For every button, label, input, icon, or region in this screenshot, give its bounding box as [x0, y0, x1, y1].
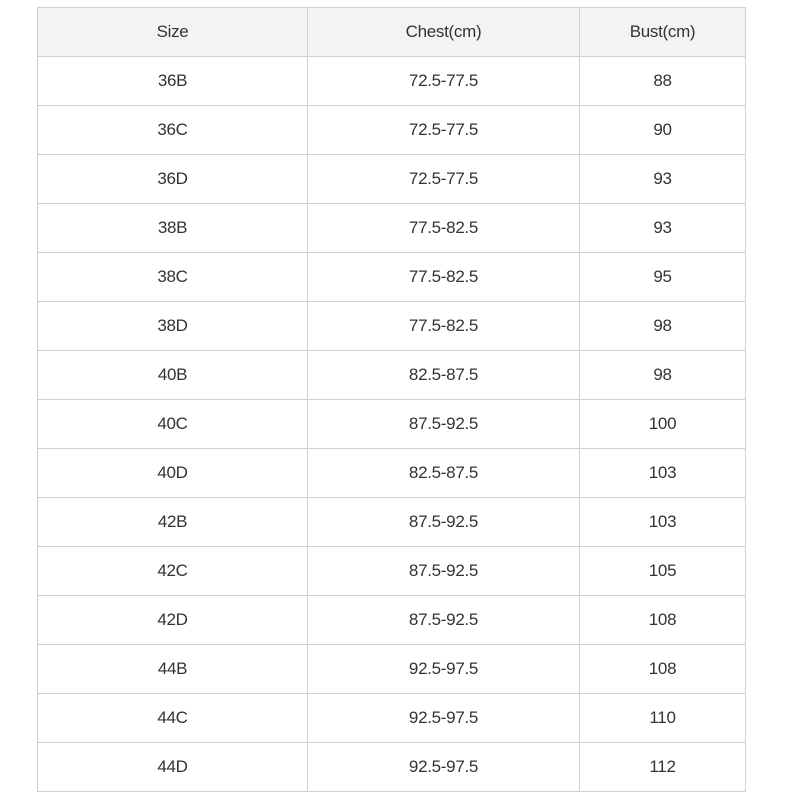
size-cell: 44B: [38, 645, 308, 694]
bust-cell: 100: [580, 400, 746, 449]
bust-cell: 88: [580, 57, 746, 106]
bust-cell: 90: [580, 106, 746, 155]
size-column-header: Size: [38, 8, 308, 57]
chest-cell: 92.5-97.5: [308, 645, 580, 694]
chest-cell: 92.5-97.5: [308, 694, 580, 743]
size-cell: 42B: [38, 498, 308, 547]
size-cell: 38D: [38, 302, 308, 351]
table-row: [38, 645, 746, 694]
size-cell: 44D: [38, 743, 308, 792]
size-cell: 42D: [38, 596, 308, 645]
header-row: [38, 8, 746, 57]
bust-cell: 110: [580, 694, 746, 743]
bust-cell: 105: [580, 547, 746, 596]
table-row: [38, 302, 746, 351]
chest-cell: 72.5-77.5: [308, 106, 580, 155]
bust-cell: 93: [580, 155, 746, 204]
table-row: [38, 351, 746, 400]
bust-cell: 108: [580, 645, 746, 694]
size-chart-table: [37, 7, 746, 792]
table-body: [38, 57, 746, 792]
table-row: [38, 204, 746, 253]
chest-cell: 92.5-97.5: [308, 743, 580, 792]
bust-cell: 103: [580, 498, 746, 547]
table-row: [38, 498, 746, 547]
bust-column-header: Bust(cm): [580, 8, 746, 57]
bust-cell: 108: [580, 596, 746, 645]
chest-cell: 77.5-82.5: [308, 302, 580, 351]
table-row: [38, 547, 746, 596]
chest-column-header: Chest(cm): [308, 8, 580, 57]
chest-cell: 77.5-82.5: [308, 204, 580, 253]
bust-cell: 93: [580, 204, 746, 253]
bust-cell: 98: [580, 302, 746, 351]
table-row: [38, 694, 746, 743]
chest-cell: 87.5-92.5: [308, 596, 580, 645]
table-row: [38, 449, 746, 498]
table-row: [38, 57, 746, 106]
chest-cell: 87.5-92.5: [308, 547, 580, 596]
table-row: [38, 106, 746, 155]
bust-cell: 98: [580, 351, 746, 400]
chest-cell: 87.5-92.5: [308, 498, 580, 547]
table-row: [38, 596, 746, 645]
size-cell: 36B: [38, 57, 308, 106]
table-row: [38, 253, 746, 302]
chest-cell: 72.5-77.5: [308, 57, 580, 106]
chest-cell: 82.5-87.5: [308, 351, 580, 400]
chest-cell: 72.5-77.5: [308, 155, 580, 204]
size-cell: 40B: [38, 351, 308, 400]
chest-cell: 87.5-92.5: [308, 400, 580, 449]
chest-cell: 82.5-87.5: [308, 449, 580, 498]
bust-cell: 103: [580, 449, 746, 498]
table-row: [38, 400, 746, 449]
table-row: [38, 155, 746, 204]
table-header: [38, 8, 746, 57]
size-cell: 40D: [38, 449, 308, 498]
size-cell: 36C: [38, 106, 308, 155]
chest-cell: 77.5-82.5: [308, 253, 580, 302]
size-cell: 36D: [38, 155, 308, 204]
size-cell: 44C: [38, 694, 308, 743]
size-cell: 38C: [38, 253, 308, 302]
bust-cell: 112: [580, 743, 746, 792]
bust-cell: 95: [580, 253, 746, 302]
size-cell: 38B: [38, 204, 308, 253]
size-cell: 40C: [38, 400, 308, 449]
size-cell: 42C: [38, 547, 308, 596]
table-row: [38, 743, 746, 792]
